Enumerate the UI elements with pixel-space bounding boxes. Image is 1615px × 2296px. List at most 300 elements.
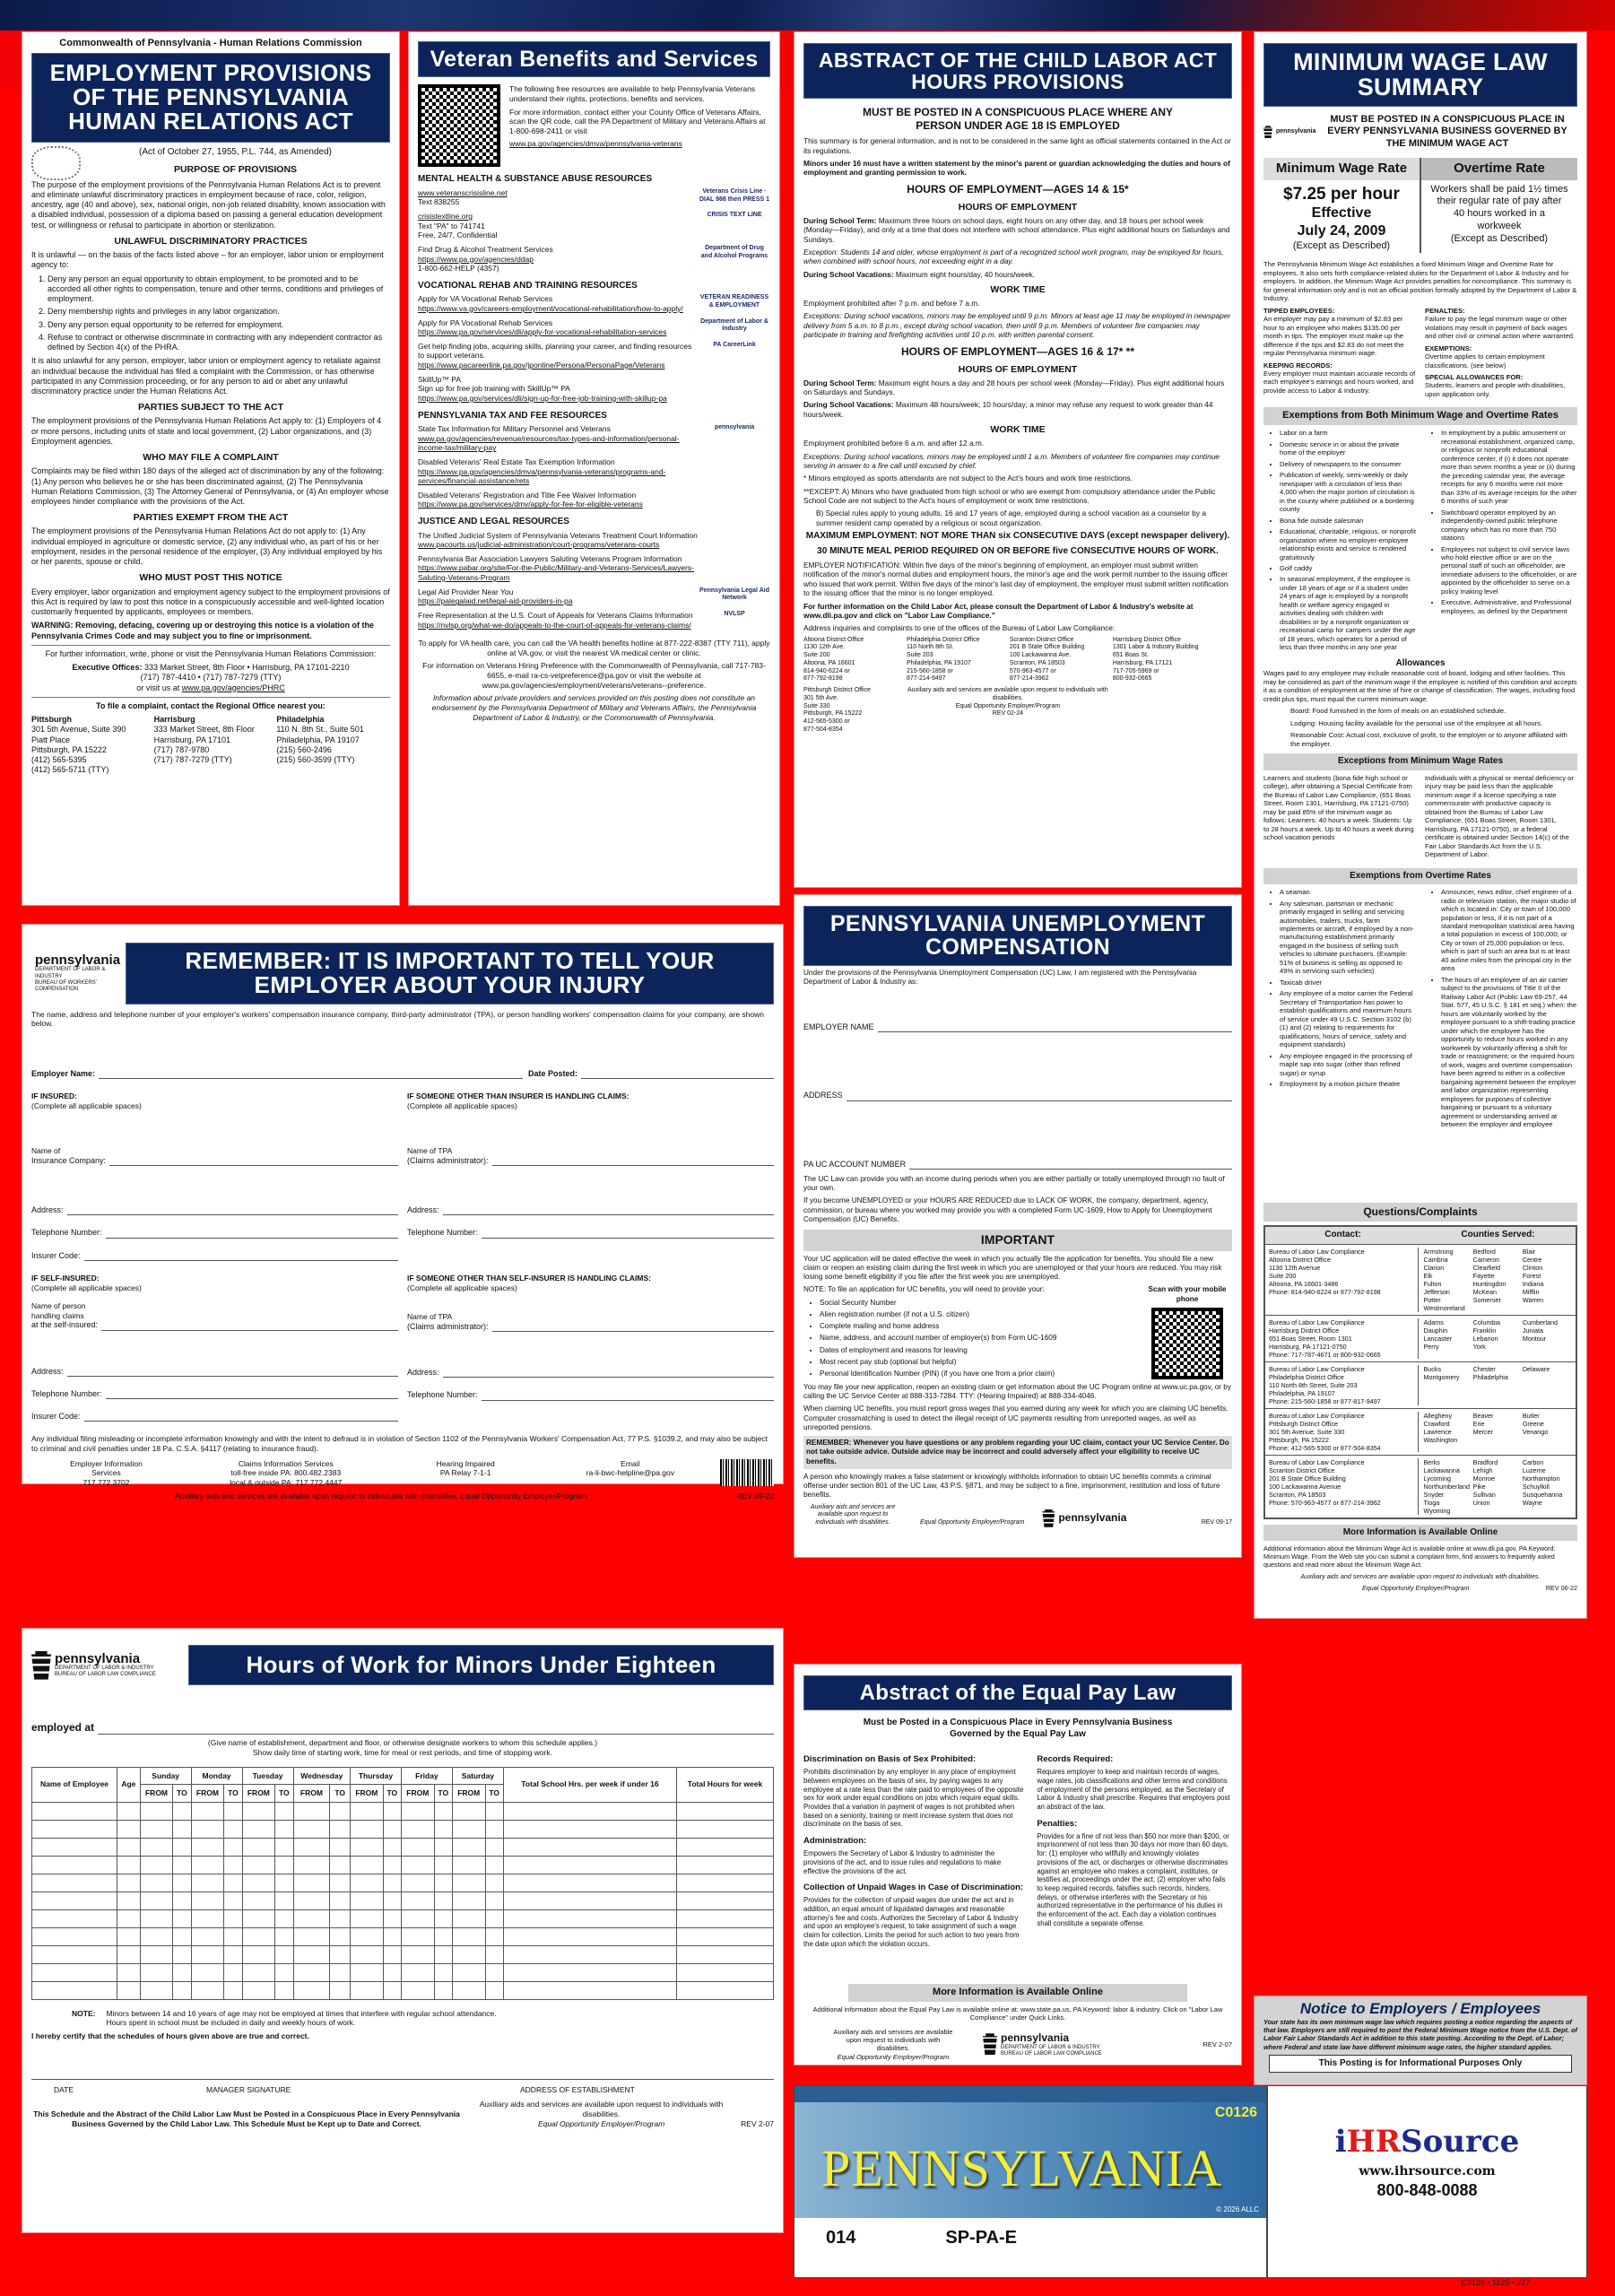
note-label: NOTE: xyxy=(72,2008,96,2018)
schedule-cell[interactable] xyxy=(401,1820,434,1838)
schedule-cell[interactable] xyxy=(32,1874,117,1892)
schedule-cell[interactable] xyxy=(293,1856,330,1874)
schedule-cell[interactable] xyxy=(330,1963,351,1981)
schedule-cell[interactable] xyxy=(383,1963,401,1981)
schedule-cell[interactable] xyxy=(485,1927,503,1945)
county-name: Franklin xyxy=(1472,1326,1497,1335)
insurer-code-field[interactable] xyxy=(84,1252,398,1261)
manager-signature-field[interactable]: MANAGER SIGNATURE xyxy=(206,2084,291,2094)
schedule-cell[interactable] xyxy=(117,1909,141,1927)
insurer-code-field[interactable] xyxy=(84,1413,398,1422)
schedule-cell[interactable] xyxy=(452,1981,485,1999)
aux-text: Auxiliary aids and services are available upon request to individuals with disabilities. xyxy=(810,1503,896,1526)
label: PENALTIES: xyxy=(1425,306,1465,315)
schedule-cell[interactable] xyxy=(191,1874,224,1892)
schedule-cell[interactable] xyxy=(140,1874,173,1892)
schedule-cell[interactable] xyxy=(117,1927,141,1945)
schedule-cell[interactable] xyxy=(117,1892,141,1909)
schedule-cell[interactable] xyxy=(452,1838,485,1856)
pa-labor-logo xyxy=(983,2031,1102,2057)
schedule-cell[interactable] xyxy=(330,1892,351,1909)
list-item: • Most recent pay stub (optional but helpful) xyxy=(820,1358,1142,1367)
schedule-cell[interactable] xyxy=(293,1838,330,1856)
schedule-cell[interactable] xyxy=(503,1874,676,1892)
schedule-cell[interactable] xyxy=(485,1802,503,1820)
label: Telephone Number: xyxy=(31,1228,102,1238)
schedule-cell[interactable] xyxy=(401,1856,434,1874)
label: Insurer Code: xyxy=(31,1250,81,1260)
veterans-url-link[interactable]: www.pa.gov/agencies/dmva/pennsylvania-veterans xyxy=(509,139,682,149)
address-field[interactable] xyxy=(67,1206,398,1215)
schedule-cell[interactable] xyxy=(32,1945,117,1963)
uc-address-field[interactable] xyxy=(847,1092,1232,1101)
schedule-cell[interactable] xyxy=(173,1874,191,1892)
label: Name of person xyxy=(31,1301,86,1311)
schedule-cell[interactable] xyxy=(351,1838,384,1856)
veterans-resource-item xyxy=(418,554,770,583)
schedule-cell[interactable] xyxy=(224,1838,242,1856)
schedule-cell[interactable] xyxy=(401,1874,434,1892)
organization-logo-icon: Pennsylvania Legal Aid Network xyxy=(699,587,769,602)
schedule-cell[interactable] xyxy=(485,1909,503,1927)
schedule-cell[interactable] xyxy=(452,1963,485,1981)
county-name: Forest xyxy=(1522,1271,1541,1280)
schedule-cell[interactable] xyxy=(191,1909,224,1927)
list-item: • Dates of employment and reasons for leaving xyxy=(820,1346,1142,1355)
schedule-cell[interactable] xyxy=(242,1909,275,1927)
schedule-cell[interactable] xyxy=(191,1927,224,1945)
schedule-cell[interactable] xyxy=(677,1892,774,1909)
contact-line: Email xyxy=(621,1458,640,1468)
schedule-cell[interactable] xyxy=(242,1838,275,1856)
schedule-cell[interactable] xyxy=(173,1909,191,1927)
schedule-cell[interactable] xyxy=(191,1945,224,1963)
schedule-cell[interactable] xyxy=(434,1802,452,1820)
uc-employer-name-field[interactable] xyxy=(878,1023,1232,1032)
schedule-cell[interactable] xyxy=(32,1802,117,1820)
phrc-exec-address: 333 Market Street, 8th Floor • Harrisburg, PA 17101-2210 xyxy=(143,663,350,673)
insurance-company-field[interactable] xyxy=(109,1157,398,1166)
injury-panel xyxy=(22,924,784,1500)
schedule-cell[interactable] xyxy=(677,1856,774,1874)
schedule-cell[interactable] xyxy=(383,1892,401,1909)
schedule-cell[interactable] xyxy=(383,1909,401,1927)
schedule-cell[interactable] xyxy=(677,1874,774,1892)
schedule-cell[interactable] xyxy=(401,1981,434,1999)
schedule-cell[interactable] xyxy=(191,1838,224,1856)
schedule-cell[interactable] xyxy=(224,1945,242,1963)
schedule-cell[interactable] xyxy=(330,1820,351,1838)
col-from: FROM xyxy=(452,1785,485,1803)
schedule-cell[interactable] xyxy=(173,1945,191,1963)
schedule-cell[interactable] xyxy=(677,1909,774,1927)
telephone-field[interactable] xyxy=(482,1230,774,1239)
schedule-cell[interactable] xyxy=(452,1892,485,1909)
schedule-cell[interactable] xyxy=(293,1909,330,1927)
schedule-cell[interactable] xyxy=(140,1820,173,1838)
schedule-cell[interactable] xyxy=(401,1892,434,1909)
schedule-cell[interactable] xyxy=(275,1892,293,1909)
resource-link[interactable]: www.pacourts.us/judicial-administration/court-programs/veterans-courts xyxy=(418,540,660,550)
schedule-cell[interactable] xyxy=(434,1856,452,1874)
schedule-cell[interactable] xyxy=(330,1909,351,1927)
schedule-cell[interactable] xyxy=(434,1909,452,1927)
schedule-cell[interactable] xyxy=(173,1802,191,1820)
schedule-cell[interactable] xyxy=(242,1945,275,1963)
county-name: Union xyxy=(1472,1498,1490,1507)
schedule-cell[interactable] xyxy=(452,1820,485,1838)
contact-line: 717.772.3702 xyxy=(82,1477,130,1487)
schedule-cell[interactable] xyxy=(452,1802,485,1820)
resource-line: Disabled Veterans' Real Estate Tax Exemption Information xyxy=(418,457,615,466)
schedule-cell[interactable] xyxy=(351,1981,384,1999)
telephone-field[interactable] xyxy=(482,1392,774,1401)
schedule-cell[interactable] xyxy=(191,1856,224,1874)
qr-code-icon[interactable] xyxy=(418,84,500,167)
schedule-cell[interactable] xyxy=(117,1802,141,1820)
schedule-cell[interactable] xyxy=(503,1820,676,1838)
schedule-cell[interactable] xyxy=(173,1838,191,1856)
schedule-cell[interactable] xyxy=(677,1981,774,1999)
resource-link[interactable]: https://www.pa.gov/agencies/ddap xyxy=(418,254,534,264)
schedule-cell[interactable] xyxy=(293,1820,330,1838)
schedule-cell[interactable] xyxy=(173,1963,191,1981)
schedule-cell[interactable] xyxy=(242,1820,275,1838)
schedule-cell[interactable] xyxy=(32,1820,117,1838)
telephone-field[interactable] xyxy=(106,1230,398,1239)
schedule-cell[interactable] xyxy=(275,1874,293,1892)
address-field[interactable] xyxy=(443,1369,774,1378)
schedule-cell[interactable] xyxy=(275,1856,293,1874)
county-name: Chester xyxy=(1472,1364,1496,1373)
rev-label: REV 06-22 xyxy=(1545,1584,1577,1592)
resource-line: Free Representation at the U.S. Court of Appeals for Veterans Claims Information xyxy=(418,610,693,620)
logo-sub: BUREAU OF LABOR LAW COMPLIANCE xyxy=(55,1672,156,1678)
schedule-cell[interactable] xyxy=(224,1820,242,1838)
schedule-cell[interactable] xyxy=(117,1820,141,1838)
schedule-cell[interactable] xyxy=(117,1838,141,1856)
schedule-cell[interactable] xyxy=(173,1856,191,1874)
schedule-cell[interactable] xyxy=(383,1838,401,1856)
schedule-cell[interactable] xyxy=(434,1945,452,1963)
schedule-cell[interactable] xyxy=(401,1945,434,1963)
schedule-cell[interactable] xyxy=(503,1963,676,1981)
employed-at-field[interactable] xyxy=(98,1726,774,1735)
schedule-cell[interactable] xyxy=(117,1874,141,1892)
schedule-cell[interactable] xyxy=(140,1909,173,1927)
schedule-cell[interactable] xyxy=(503,1856,676,1874)
schedule-cell[interactable] xyxy=(275,1945,293,1963)
schedule-cell[interactable] xyxy=(434,1927,452,1945)
schedule-cell[interactable] xyxy=(173,1892,191,1909)
tpa-name-field[interactable] xyxy=(492,1323,774,1332)
address-field[interactable] xyxy=(67,1368,398,1377)
schedule-cell[interactable] xyxy=(383,1802,401,1820)
telephone-field[interactable] xyxy=(106,1390,398,1399)
schedule-cell[interactable] xyxy=(485,1838,503,1856)
schedule-cell[interactable] xyxy=(242,1981,275,1999)
schedule-cell[interactable] xyxy=(503,1981,676,1999)
schedule-cell[interactable] xyxy=(485,1945,503,1963)
ihrsource-logo[interactable] xyxy=(1268,2124,1586,2160)
schedule-cell[interactable] xyxy=(485,1963,503,1981)
uc-intro: Under the provisions of the Pennsylvania Unemployment Compensation (UC) Law, I am registered with the Pennsylvania Department of Labor & Industry as: xyxy=(803,968,1197,986)
schedule-cell[interactable] xyxy=(330,1945,351,1963)
schedule-cell[interactable] xyxy=(434,1981,452,1999)
schedule-cell[interactable] xyxy=(173,1820,191,1838)
schedule-cell[interactable] xyxy=(383,1820,401,1838)
resource-line[interactable]: www.veteranscrisisline.net xyxy=(418,187,508,197)
schedule-cell[interactable] xyxy=(503,1838,676,1856)
schedule-cell[interactable] xyxy=(351,1856,384,1874)
schedule-cell[interactable] xyxy=(140,1856,173,1874)
self-insured-person-field[interactable] xyxy=(101,1322,398,1331)
schedule-cell[interactable] xyxy=(383,1981,401,1999)
date-signature-field[interactable]: DATE xyxy=(54,2084,74,2094)
phrc-url-link[interactable]: www.pa.gov/agencies/PHRC xyxy=(181,683,285,692)
address-field[interactable] xyxy=(443,1206,774,1215)
office-line: (717) 787-9780 xyxy=(153,744,210,754)
schedule-cell[interactable] xyxy=(383,1927,401,1945)
schedule-cell[interactable] xyxy=(191,1963,224,1981)
schedule-cell[interactable] xyxy=(330,1927,351,1945)
veterans-section-heading: VOCATIONAL REHAB AND TRAINING RESOURCES xyxy=(418,280,638,291)
schedule-cell[interactable] xyxy=(293,1802,330,1820)
schedule-cell[interactable] xyxy=(275,1802,293,1820)
state-banner xyxy=(794,2085,1267,2278)
contact-line: Suite 200 xyxy=(1269,1271,1297,1280)
equal-pay-subtitle: Must be Posted in a Conspicuous Place in Every Pennsylvania Business Governed by the Equal Pay Law xyxy=(863,1718,1173,1739)
schedule-cell[interactable] xyxy=(224,1909,242,1927)
schedule-cell[interactable] xyxy=(117,1981,141,1999)
schedule-cell[interactable] xyxy=(503,1802,676,1820)
resource-link[interactable]: https://www.pabar.org/site/For-the-Public/Military-and-Veterans-Services/Lawyers-Saluting-Veterans-Program xyxy=(418,563,695,582)
schedule-cell[interactable] xyxy=(32,1856,117,1874)
contact-line: Philadelphia, PA 19107 xyxy=(1269,1388,1335,1397)
schedule-cell[interactable] xyxy=(351,1820,384,1838)
schedule-cell[interactable] xyxy=(140,1981,173,1999)
schedule-cell[interactable] xyxy=(224,1856,242,1874)
brand-box xyxy=(1267,2085,1587,2278)
schedule-cell[interactable] xyxy=(140,1945,173,1963)
schedule-cell[interactable] xyxy=(32,1838,117,1856)
schedule-cell[interactable] xyxy=(401,1838,434,1856)
schedule-cell[interactable] xyxy=(383,1856,401,1874)
schedule-cell[interactable] xyxy=(293,1892,330,1909)
schedule-cell[interactable] xyxy=(351,1892,384,1909)
county-name: Wayne xyxy=(1522,1498,1542,1507)
tpa-name-field[interactable] xyxy=(492,1157,774,1166)
list-item: • Labor on a farm xyxy=(1280,429,1416,437)
poster-sku: SP-PA-E xyxy=(945,2228,1018,2248)
resource-line[interactable]: crisistextline.org xyxy=(418,212,473,221)
schedule-cell[interactable] xyxy=(275,1927,293,1945)
schedule-cell[interactable] xyxy=(224,1963,242,1981)
schedule-cell[interactable] xyxy=(434,1892,452,1909)
schedule-cell[interactable] xyxy=(140,1963,173,1981)
schedule-cell[interactable] xyxy=(330,1874,351,1892)
col-to: TO xyxy=(275,1785,293,1803)
resource-link[interactable]: https://palegalaid.net/legal-aid-providers-in-pa xyxy=(418,596,573,606)
schedule-cell[interactable] xyxy=(32,1927,117,1945)
schedule-cell[interactable] xyxy=(293,1927,330,1945)
schedule-cell[interactable] xyxy=(275,1820,293,1838)
schedule-cell[interactable] xyxy=(677,1927,774,1945)
schedule-cell[interactable] xyxy=(485,1874,503,1892)
important-heading: IMPORTANT xyxy=(803,1230,1232,1251)
schedule-cell[interactable] xyxy=(140,1927,173,1945)
schedule-cell[interactable] xyxy=(275,1838,293,1856)
admin-text: Empowers the Secretary of Labor & Industry to administer the provisions of the act, and to issue rules and regulations to make effective the provisions of the act. xyxy=(803,1849,1002,1875)
schedule-cell[interactable] xyxy=(677,1838,774,1856)
schedule-cell[interactable] xyxy=(434,1874,452,1892)
contact-line: Phone: 570-963-4577 or 877-214-3962 xyxy=(1269,1498,1381,1507)
logo-word: pennsylvania xyxy=(1001,2031,1070,2044)
injury-title: REMEMBER: IT IS IMPORTANT TO TELL YOUR EMPLOYER ABOUT YOUR INJURY xyxy=(126,943,774,1004)
schedule-cell[interactable] xyxy=(351,1963,384,1981)
schedule-cell[interactable] xyxy=(242,1874,275,1892)
schedule-cell[interactable] xyxy=(224,1892,242,1909)
schedule-cell[interactable] xyxy=(452,1856,485,1874)
schedule-cell[interactable] xyxy=(224,1981,242,1999)
schedule-cell[interactable] xyxy=(677,1963,774,1981)
resource-link[interactable]: https://www.pacareerlink.pa.gov/jponline/Persona/PersonaPage/Veterans xyxy=(418,361,665,370)
rev-label: REV 2-07 xyxy=(741,2118,774,2128)
table-row xyxy=(32,1856,774,1874)
schedule-cell[interactable] xyxy=(485,1820,503,1838)
schedule-cell[interactable] xyxy=(330,1802,351,1820)
schedule-cell[interactable] xyxy=(434,1838,452,1856)
resource-link[interactable]: https://nvlsp.org/what-we-do/appeals-to-the-court-of-appeals-for-veterans-claims/ xyxy=(418,620,691,630)
county-name: Tioga xyxy=(1423,1498,1440,1507)
schedule-cell[interactable] xyxy=(401,1802,434,1820)
schedule-cell[interactable] xyxy=(224,1802,242,1820)
schedule-cell[interactable] xyxy=(330,1838,351,1856)
schedule-cell[interactable] xyxy=(242,1963,275,1981)
schedule-cell[interactable] xyxy=(275,1981,293,1999)
schedule-cell[interactable] xyxy=(383,1945,401,1963)
allowances-heading: Allowances xyxy=(1395,657,1446,668)
schedule-cell[interactable] xyxy=(351,1945,384,1963)
col-school-hours: Total School Hrs. per week if under 16 xyxy=(503,1767,676,1802)
schedule-cell[interactable] xyxy=(191,1981,224,1999)
schedule-cell[interactable] xyxy=(485,1892,503,1909)
schedule-cell[interactable] xyxy=(242,1892,275,1909)
schedule-cell[interactable] xyxy=(401,1963,434,1981)
schedule-cell[interactable] xyxy=(140,1838,173,1856)
schedule-cell[interactable] xyxy=(293,1963,330,1981)
schedule-cell[interactable] xyxy=(383,1874,401,1892)
county-name: Cambria xyxy=(1423,1255,1448,1264)
schedule-cell[interactable] xyxy=(351,1927,384,1945)
qr-code-icon[interactable] xyxy=(1151,1308,1223,1379)
schedule-cell[interactable] xyxy=(32,1909,117,1927)
schedule-cell[interactable] xyxy=(173,1981,191,1999)
schedule-cell[interactable] xyxy=(351,1909,384,1927)
schedule-cell[interactable] xyxy=(351,1802,384,1820)
schedule-cell[interactable] xyxy=(452,1945,485,1963)
schedule-cell[interactable] xyxy=(275,1909,293,1927)
schedule-cell[interactable] xyxy=(351,1874,384,1892)
office-line: 1130 12th Ave. xyxy=(803,644,846,651)
min-exempt-right: Individuals with a physical or mental deficiency or injury may be paid less than the applicable minimum wage if a license specifying a rate commensurate with productive capacity is obtained from the Bureau of Labor Law Compliance, (651 Boas Street, Room 1301, Harrisburg, PA 17121-0750), or a federal certificate is obtained under Section 14(c) of the Fair Labor Standards Act from the U.S. Department of Labor. xyxy=(1425,773,1574,859)
uc-needs-list xyxy=(820,1299,1142,1379)
resource-link[interactable]: https://www.pa.gov/services/dmv/apply-for-fee-for-eligible-veterans xyxy=(418,500,643,509)
contact-line: Employer Information xyxy=(70,1458,143,1468)
schedule-cell[interactable] xyxy=(191,1802,224,1820)
schedule-cell[interactable] xyxy=(330,1981,351,1999)
schedule-cell[interactable] xyxy=(224,1927,242,1945)
phrc-supertitle: Commonwealth of Pennsylvania - Human Relations Commission xyxy=(59,38,362,48)
schedule-cell[interactable] xyxy=(293,1945,330,1963)
schedule-cell[interactable] xyxy=(117,1856,141,1874)
resource-line: Legal Aid Provider Near You xyxy=(418,587,514,596)
schedule-cell[interactable] xyxy=(242,1927,275,1945)
schedule-cell[interactable] xyxy=(485,1981,503,1999)
address-signature-field[interactable]: ADDRESS OF ESTABLISHMENT xyxy=(520,2084,635,2094)
schedule-cell[interactable] xyxy=(677,1820,774,1838)
schedule-cell[interactable] xyxy=(275,1963,293,1981)
schedule-cell[interactable] xyxy=(503,1945,676,1963)
schedule-cell[interactable] xyxy=(677,1945,774,1963)
schedule-cell[interactable] xyxy=(173,1927,191,1945)
schedule-cell[interactable] xyxy=(191,1820,224,1838)
resource-line: The Unified Judicial System of Pennsylvania Veterans Treatment Court Information xyxy=(418,530,698,540)
schedule-cell[interactable] xyxy=(677,1802,774,1820)
schedule-cell[interactable] xyxy=(224,1874,242,1892)
schedule-cell[interactable] xyxy=(32,1892,117,1909)
county-name: Lycoming xyxy=(1423,1474,1451,1483)
resource-link[interactable]: www.pa.gov/agencies/revenue/resources/tax-types-and-information/personal-income-tax/military-pay xyxy=(418,433,680,453)
schedule-cell[interactable] xyxy=(401,1927,434,1945)
schedule-cell[interactable] xyxy=(452,1909,485,1927)
schedule-cell[interactable] xyxy=(434,1963,452,1981)
employer-name-field[interactable] xyxy=(99,1070,523,1079)
date-posted-field[interactable] xyxy=(581,1070,774,1079)
brand-url-link[interactable]: www.ihrsource.com xyxy=(1359,2164,1496,2179)
schedule-cell[interactable] xyxy=(485,1856,503,1874)
resource-link[interactable]: https://www.pa.gov/agencies/dmva/pennsylvania-veterans/programs-and-services/financial-assistance/rets xyxy=(418,466,666,486)
schedule-cell[interactable] xyxy=(452,1874,485,1892)
resource-link[interactable]: https://www.va.gov/careers-employment/vocational-rehabilitation/how-to-apply/ xyxy=(418,303,683,313)
schedule-cell[interactable] xyxy=(330,1856,351,1874)
schedule-cell[interactable] xyxy=(242,1802,275,1820)
resource-link[interactable]: https://www.pa.gov/services/dli/sign-up-for-free-job-training-with-skillup-pa xyxy=(418,393,667,403)
schedule-cell[interactable] xyxy=(452,1927,485,1945)
schedule-cell[interactable] xyxy=(117,1963,141,1981)
schedule-cell[interactable] xyxy=(32,1981,117,1999)
uc-account-field[interactable] xyxy=(909,1161,1232,1170)
schedule-cell[interactable] xyxy=(191,1892,224,1909)
schedule-cell[interactable] xyxy=(401,1909,434,1927)
schedule-cell[interactable] xyxy=(503,1927,676,1945)
resource-link[interactable]: https://www.pa.gov/services/dli/apply-for-vocational-rehabilitation-services xyxy=(418,327,667,337)
schedule-cell[interactable] xyxy=(140,1892,173,1909)
schedule-cell[interactable] xyxy=(293,1874,330,1892)
col-from: FROM xyxy=(401,1785,434,1803)
schedule-cell[interactable] xyxy=(242,1856,275,1874)
schedule-cell[interactable] xyxy=(503,1909,676,1927)
records-text: Every employer must maintain accurate records of each employee's earnings and hours worked, and provide access to Labor & Industry. xyxy=(1263,370,1416,395)
office-line: Scranton District Office xyxy=(1009,636,1074,643)
schedule-cell[interactable] xyxy=(117,1945,141,1963)
schedule-cell[interactable] xyxy=(434,1820,452,1838)
schedule-cell[interactable] xyxy=(32,1963,117,1981)
schedule-cell[interactable] xyxy=(140,1802,173,1820)
schedule-cell[interactable] xyxy=(293,1981,330,1999)
schedule-cell[interactable] xyxy=(503,1892,676,1909)
mw-more-info-text: Additional information about the Minimum Wage Act is available online at www.dli.pa.gov, PA Keyword: Minimum Wage. From the Web site you can submit a complaint form, find answers to frequently asked questions and read more about the Minimum Wage Act. xyxy=(1263,1544,1556,1569)
